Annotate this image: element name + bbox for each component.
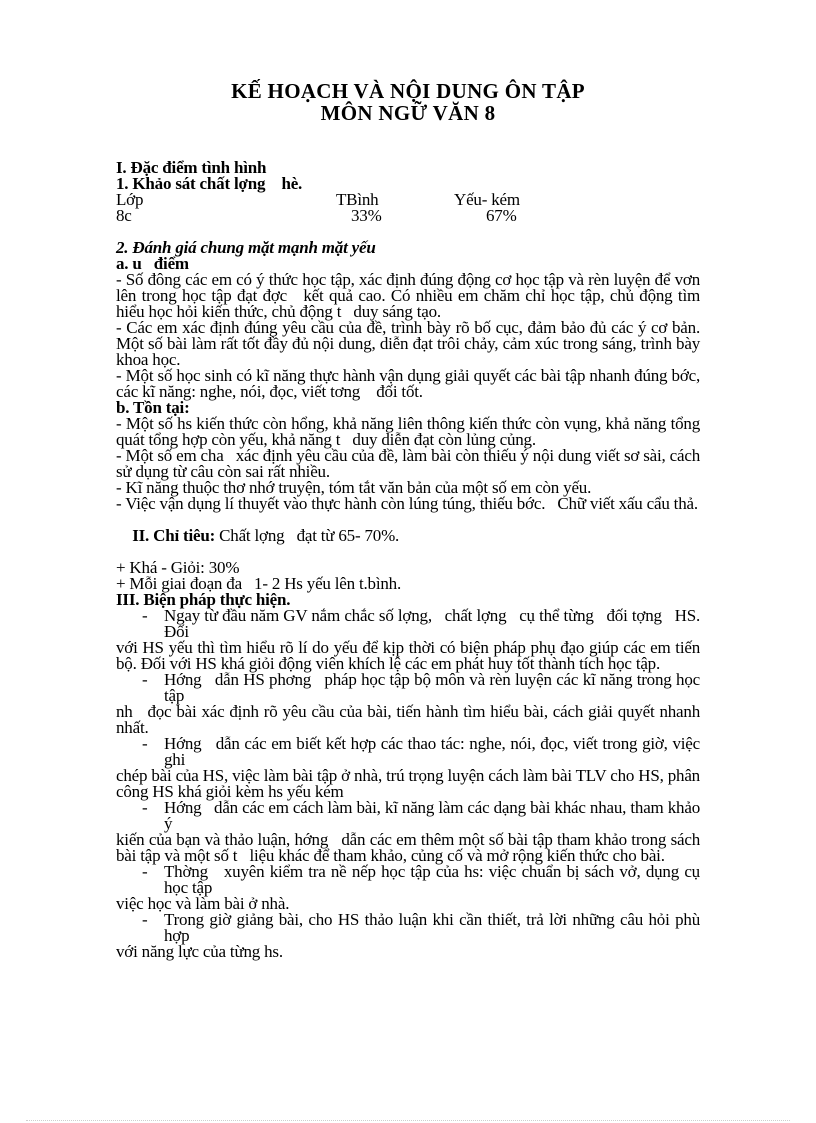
document-page — [116, 79, 733, 961]
measure-continuation: việc học và làm bài ở nhà. — [116, 894, 290, 913]
table-header-row — [116, 192, 700, 208]
measures-heading: III. Biện pháp thực hiện. — [116, 590, 291, 609]
measure-text: Ngay từ đầu năm GV nắm chắc số lợng, chất lợng cụ thể từng đối tợng HS. Đối — [164, 606, 705, 641]
measure-text: Hớng dẫn các em cách làm bài, kĩ năng làm các dạng bài khác nhau, tham khảo ý — [164, 798, 705, 833]
cell-average: 33% — [351, 206, 382, 225]
measure-item — [116, 798, 705, 833]
measure-item — [116, 862, 705, 897]
measure-item — [116, 734, 705, 769]
measure-text: Hớng dẫn HS phơng pháp học tập bộ môn và rèn luyện các kĩ năng trong học tập — [164, 670, 705, 705]
measure-text: Hớng dẫn các em biết kết hợp các thao tác: nghe, nói, đọc, viết trong giờ, việc ghi — [164, 734, 705, 769]
targets-line — [116, 512, 700, 560]
document-title — [116, 80, 700, 124]
measure-item — [116, 670, 705, 705]
strength-paragraph: - Số đông các em có ý thức học tập, xác định đúng động cơ học tập và rèn luyện để vơn lên trong học tập đạt đợc kết quả cao. Có nhiều em chăm chỉ học tập, chủ động tìm hiểu học hỏi kiến thức, chủ động t duy sáng tạo. — [116, 270, 733, 321]
cell-class: 8c — [116, 206, 132, 225]
weaknesses-heading: b. Tồn tại: — [116, 398, 190, 417]
col-header-weak: Yếu- kém — [454, 190, 520, 209]
section-heading-situation: I. Đặc điểm tình hình — [116, 158, 267, 177]
title-line-2: MÔN NGỮ VĂN 8 — [320, 101, 496, 125]
weakness-paragraph: - Việc vận dụng lí thuyết vào thực hành còn lúng túng, thiếu bớc. Chữ viết xấu cẩu thả. — [116, 494, 698, 513]
targets-text: Chất lợng đạt từ 65- 70%. — [215, 526, 400, 545]
title-line-1: KẾ HOẠCH VÀ NỘI DUNG ÔN TẬP — [231, 79, 585, 103]
weakness-paragraph: - Kĩ năng thuộc thơ nhớ truyện, tóm tắt văn bản của một số em còn yếu. — [116, 478, 592, 497]
page-bottom-divider — [26, 1120, 790, 1121]
section-heading-evaluation: 2. Đánh giá chung mặt mạnh mặt yếu — [116, 238, 376, 257]
measure-continuation: với HS yếu thì tìm hiểu rõ lí do yếu để kịp thời có biện pháp phụ đạo giúp các em tiến bộ. Đối với HS khá giỏi động viên khích lệ các em phát huy tốt thành tích học tập. — [116, 638, 705, 673]
weakness-paragraph: - Một số hs kiến thức còn hổng, khả năng liên thông kiến thức còn vụng, khả năng tổng quát tổng hợp còn yếu, khả năng t duy diễn đạt còn lủng củng. — [116, 414, 705, 449]
strength-paragraph: - Các em xác định đúng yêu cầu của đề, trình bày rõ bố cục, đảm bảo đủ các ý cơ bản. Một số bài làm rất tốt đầy đủ nội dung, diễn đạt trôi chảy, cảm xúc trong sáng, trình bày khoa học. — [116, 318, 705, 369]
measure-item — [116, 910, 705, 945]
dash-bullet: - — [142, 862, 148, 881]
dash-bullet: - — [142, 734, 148, 753]
target-line: + Mỗi giai đoạn đa 1- 2 Hs yếu lên t.bình. — [116, 574, 402, 593]
strengths-heading: a. u điểm — [116, 254, 189, 273]
cell-weak: 67% — [486, 206, 517, 225]
dash-bullet: - — [142, 798, 148, 817]
target-line: + Khá - Giỏi: 30% — [116, 558, 240, 577]
measure-text: Thờng xuyên kiểm tra nề nếp học tập của hs: việc chuẩn bị sách vở, dụng cụ học tập — [164, 862, 705, 897]
subheading-survey: 1. Khảo sát chất lợng hè. — [116, 174, 303, 193]
col-header-average: TBình — [336, 190, 379, 209]
dash-bullet: - — [142, 606, 148, 625]
strength-paragraph: - Một số học sinh có kĩ năng thực hành vận dụng giải quyết các bài tập nhanh đúng bớc, các kĩ năng: nghe, nói, đọc, viết tơng đối tốt. — [116, 366, 713, 401]
measure-item — [116, 606, 705, 641]
measure-continuation: chép bài của HS, việc làm bài tập ở nhà, trú trọng luyện cách làm bài TLV cho HS, phân công HS khá giỏi kèm hs yếu kém — [116, 766, 705, 801]
targets-heading: II. Chỉ tiêu: — [132, 526, 216, 545]
col-header-class: Lớp — [116, 190, 144, 209]
measure-continuation: với năng lực của từng hs. — [116, 942, 283, 961]
measure-text: Trong giờ giảng bài, cho HS thảo luận khi cần thiết, trả lời những câu hỏi phù hợp — [164, 910, 705, 945]
dash-bullet: - — [142, 910, 148, 929]
measure-continuation: nh đọc bài xác định rõ yêu cầu của bài, tiến hành tìm hiểu bài, cách giải quyết nhanh nhất. — [116, 702, 705, 737]
dash-bullet: - — [142, 670, 148, 689]
measure-continuation: kiến của bạn và thảo luận, hớng dẫn các em thêm một số bài tập tham khảo trong sách bài tập và một số t liệu khác để tham khảo, củng cố và mở rộng kiến thức cho bài. — [116, 830, 705, 865]
table-row — [116, 208, 700, 224]
weakness-paragraph: - Một số em cha xác định yêu cầu của đề, làm bài còn thiếu ý nội dung viết sơ sài, cách sử dụng từ câu còn sai rất nhiều. — [116, 446, 705, 481]
